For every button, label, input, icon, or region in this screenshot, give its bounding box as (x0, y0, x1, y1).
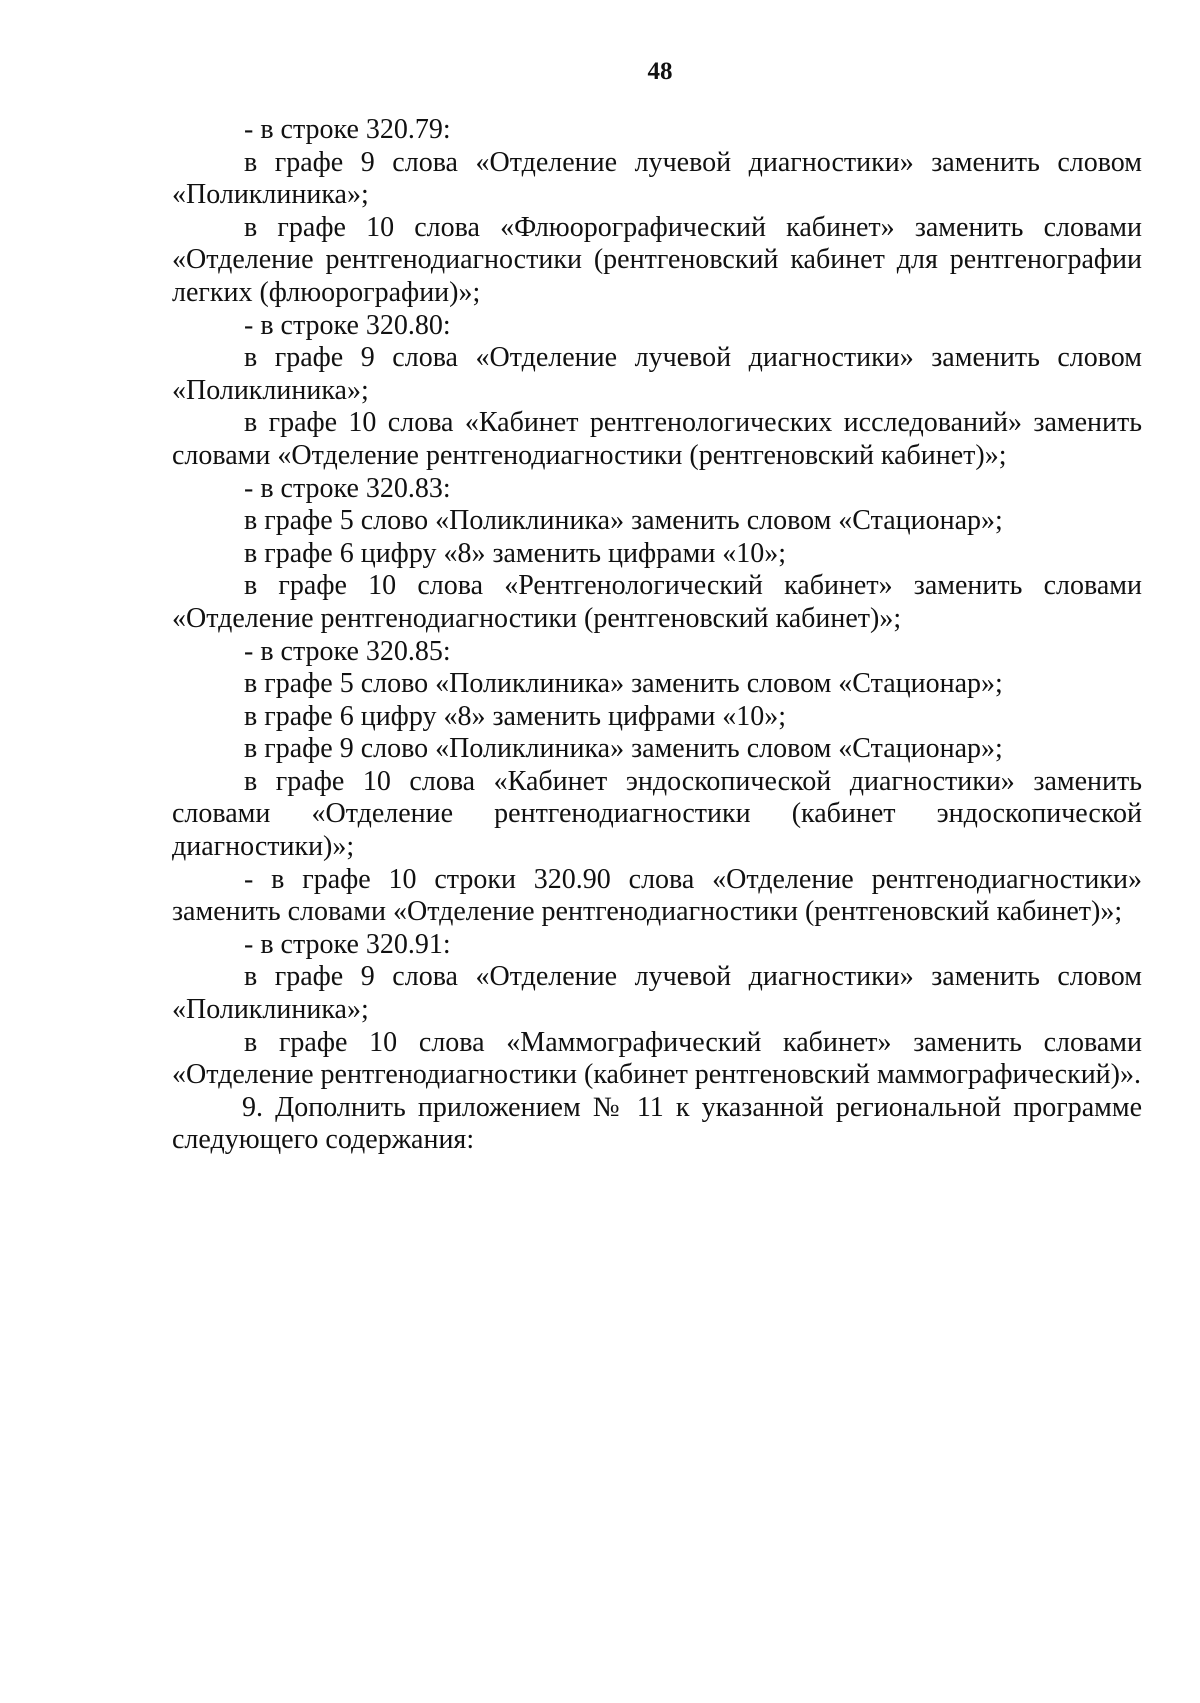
paragraph: в графе 9 слова «Отделение лучевой диагностики» заменить словом «Поликлиника»; (172, 146, 1142, 211)
paragraph: в графе 6 цифру «8» заменить цифрами «10»; (244, 537, 787, 569)
paragraph: - в графе 10 строки 320.90 слова «Отделение рентгенодиагностики» заменить словами «Отделение рентгенодиагностики (рентгеновский кабинет)»; (172, 863, 1142, 928)
paragraph: в графе 5 слово «Поликлиника» заменить словом «Стационар»; (244, 505, 1003, 537)
paragraph: в графе 10 слова «Флюорографический кабинет» заменить словами «Отделение рентгенодиагностики (рентгеновский кабинет для рентгенографии легких (флюорографии)»; (172, 211, 1142, 308)
document-body (172, 114, 1142, 1157)
page-number: 48 (647, 58, 673, 85)
paragraph: в графе 10 слова «Рентгенологический кабинет» заменить словами «Отделение рентгенодиагностики (рентгеновский кабинет)»; (172, 570, 1142, 634)
paragraph: в графе 9 слова «Отделение лучевой диагностики» заменить словом «Поликлиника»; (172, 961, 1142, 1026)
paragraph: в графе 5 слово «Поликлиника» заменить словом «Стационар»; (244, 668, 1003, 700)
paragraph: в графе 10 слова «Маммографический кабинет» заменить словами «Отделение рентгенодиагностики (кабинет рентгеновский маммографический)». (172, 1026, 1142, 1091)
paragraph: в графе 6 цифру «8» заменить цифрами «10»; (244, 700, 787, 732)
row-heading-320-85: - в строке 320.85: (244, 635, 451, 667)
paragraph: в графе 9 слово «Поликлиника» заменить словом «Стационар»; (244, 733, 1003, 765)
paragraph: в графе 9 слова «Отделение лучевой диагностики» заменить словом «Поликлиника»; (172, 342, 1142, 406)
row-heading-320-83: - в строке 320.83: (244, 472, 451, 504)
row-heading-320-79: - в строке 320.79: (244, 114, 451, 145)
section-9-paragraph: 9. Дополнить приложением № 11 к указанной региональной программе следующего содержания: (172, 1091, 1142, 1156)
row-heading-320-91: - в строке 320.91: (244, 928, 451, 960)
paragraph: в графе 10 слова «Кабинет рентгенологических исследований» заменить словами «Отделение рентгенодиагностики (рентгеновский кабинет)»; (172, 407, 1142, 471)
paragraph: в графе 10 слова «Кабинет эндоскопической диагностики» заменить словами «Отделение рентгенодиагностики (кабинет эндоскопической диагностики)»; (172, 765, 1142, 863)
row-heading-320-80: - в строке 320.80: (244, 309, 451, 341)
